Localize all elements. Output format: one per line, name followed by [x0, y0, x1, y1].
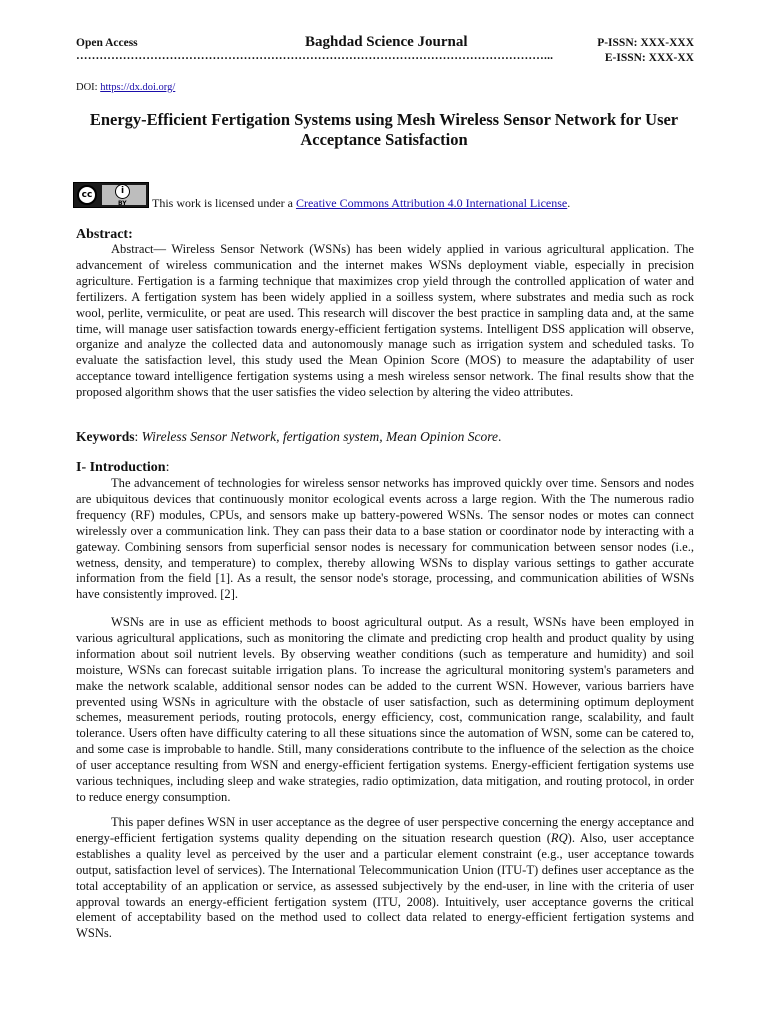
doi-label: DOI:	[76, 82, 101, 93]
doi-link[interactable]: https://dx.doi.org/	[100, 82, 176, 93]
abstract-body: Abstract— Wireless Sensor Network (WSNs) has been widely applied in various agricultural application. The advancement of wireless communication and the internet makes WSNs deployment viable, especially in precision agriculture. Fertigation is a farming technique that maximizes crop yield through the controlled application of water and fertilizers. A fertigation system has been widely applied in a soilless system, where substrates and media such as rock wool, perlite, vermiculite, or peat are used. This research will discover the best practice in sampling data and, at the same time, will manage user satisfaction towards energy-efficient fertigation systems. Intelligent DSS application will observe, organize and analyze the collected data and autonomously manage such as irrigation system and scheduled tasks. To evaluate the satisfaction level, this study used the Mean Opinion Score (MOS) to measure the adaptability of user acceptance toward intelligence fertigation systems using a mesh wireless sensor network. The final results show that the proposed algorithm shows that the user satisfies the video selection by altering the video attributes.	[76, 242, 694, 400]
eissn: E-ISSN: XXX-XX	[604, 52, 694, 64]
issn-block	[597, 36, 694, 66]
doi-line	[76, 82, 175, 93]
intro-p3-part-a: This paper defines WSN in user acceptance as the degree of user perspective concerning the energy acceptance and energy-efficient fertigation systems quality depending on the situation research question (	[76, 815, 694, 845]
introduction-heading	[76, 460, 169, 476]
license-end: .	[567, 196, 571, 210]
intro-paragraph-2: WSNs are in use as efficient methods to boost agricultural output. As a result, WSNs have been employed in various agricultural applications, such as monitoring the climate and predicting crop health and product quality by using information about soil nutrient levels. By observing weather conditions (such as temperature and humidity) and soil moisture, WSNs can forecast suitable irrigation plans. To increase the agricultural monitoring system's parameters and make the network scalable, additional sensor nodes can be added to the current WSN. However, various barriers have prevented using WSNs in agriculture with the obstacle of user satisfaction, such as determining optimum deployment schemes, measurement periods, routing protocols, energy efficiency, cost, communication range, scalability, and fault tolerance. Users often have difficulty catering to all these situations since the automation of WSN, some can be catered to, and some case is improbable to handle. Still, many considerations contribute to the influence of the selection as the choice of user acceptance resulting from WSN and energy-efficient fertigation systems. Energy-efficient fertigation systems use various techniques, including sleep and wake strategies, radio optimization, data mitigation, and routing protocol, in order to reduce energy consumption.	[76, 615, 694, 804]
license-line	[152, 196, 570, 211]
keywords-sep: :	[134, 429, 142, 444]
introduction-title: I- Introduction	[76, 460, 166, 475]
keywords-end: .	[497, 429, 502, 444]
keywords-values: Wireless Sensor Network, fertigation system, Mean Opinion Score	[141, 429, 498, 444]
cc-icon: cc	[77, 185, 97, 205]
license-link[interactable]: Creative Commons Attribution 4.0 International License	[295, 196, 568, 210]
license-text: This work is licensed under a	[152, 196, 296, 210]
intro-paragraph-3	[76, 815, 694, 942]
intro-p3-part-b: ). Also, user acceptance establishes a quality level as perceived by the user and a particular element constraint (e.g., user acceptance towards output, satisfaction level of services). The International Telecommunication Union (ITU-T) defines user acceptance as the total acceptability of an application or service, as assessed subjectively by the end-user, in line with the criteria of user approval towards an energy-efficient fertigation system (ITU, 2008). Intuitively, user acceptance governs the critical element of acceptability based on the method used to collect data related to energy-efficient fertigation systems and WSNs.	[76, 830, 695, 941]
person-icon: i	[115, 184, 130, 199]
abstract-heading: Abstract:	[76, 227, 133, 242]
cc-by-license-badge[interactable]	[73, 182, 149, 208]
open-access-label: Open Access	[76, 37, 138, 49]
research-question-abbrev: RQ	[550, 830, 568, 845]
intro-paragraph-1: The advancement of technologies for wireless sensor networks has improved quickly over time. Sensors and nodes are ubiquitous devices that continuously monitor ecological events across a large region. With the The numerous radio frequency (RF) modules, CPUs, and sensors make up battery-powered WSNs. The sensor nodes or motes can connect wirelessly over a communication link. They can pass their data to a base station or coordinator node by interacting with a gateway. Combining sensors from superficial sensor nodes is necessary for communication between sensor nodes (i.e., wetness, density, and temperature) to complex, thereby allowing WSNs to display various settings to gather accurate information from the field [1]. As a result, the sensor node's storage, processing, and communication abilities of WSNs have consistently improved. [2].	[76, 476, 694, 602]
keywords-line	[76, 429, 501, 445]
paper-title: Energy-Efficient Fertigation Systems using Mesh Wireless Sensor Network for User Acceptance Satisfaction	[89, 110, 679, 149]
keywords-label: Keywords	[76, 429, 135, 444]
introduction-colon: :	[165, 460, 170, 475]
journal-name: Baghdad Science Journal	[305, 34, 468, 50]
by-label: BY	[118, 200, 127, 207]
header-dotted-rule: …………………………………………………………………………………………………………...	[76, 50, 554, 62]
pissn: P-ISSN: XXX-XXX	[597, 37, 694, 49]
